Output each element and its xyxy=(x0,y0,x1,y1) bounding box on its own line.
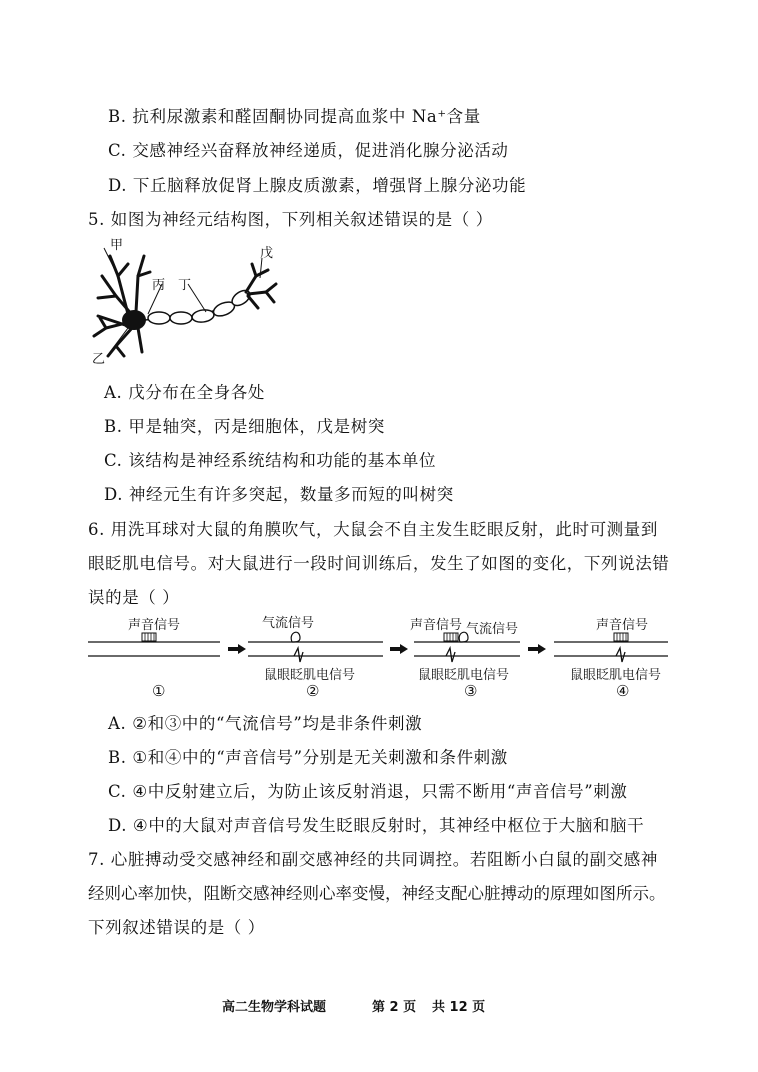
q5-option-c: C. 该结构是神经系统结构和功能的基本单位 xyxy=(104,451,437,470)
footer-subject: 高二生物学科试题 xyxy=(222,1000,327,1015)
q6-stem-line1: 6. 用洗耳球对大鼠的角膜吹气，大鼠会不自主发生眨眼反射，此时可测量到 xyxy=(88,520,658,539)
neuron-figure xyxy=(88,236,288,370)
label-ding: 丁 xyxy=(178,278,192,293)
q7-line2: 经则心率加快，阻断交感神经则心率变慢，神经支配心脏搏动的原理如图所示。 xyxy=(88,884,666,903)
q7-line3: 下列叙述错误的是（ ） xyxy=(88,918,265,937)
label-wu: 戊 xyxy=(260,246,274,261)
p4-sound-label: 声音信号 xyxy=(596,618,649,633)
panel-4-number: ④ xyxy=(616,682,630,700)
q5-stem: 5. 如图为神经元结构图，下列相关叙述错误的是（ ） xyxy=(88,210,493,229)
p2-emg-label: 鼠眼眨肌电信号 xyxy=(264,668,356,683)
label-yi: 乙 xyxy=(92,352,106,367)
neuron-diagram xyxy=(88,236,288,370)
q4-option-c: C. 交感神经兴奋释放神经递质，促进消化腺分泌活动 xyxy=(108,141,509,160)
q7-line1: 7. 心脏搏动受交感神经和副交感神经的共同调控。若阻断小白鼠的副交感神 xyxy=(88,850,658,869)
p3-air-label: 气流信号 xyxy=(466,622,519,637)
conditioning-figure xyxy=(88,612,672,704)
panel-2-number: ② xyxy=(306,682,320,700)
label-bing: 丙 xyxy=(152,278,166,293)
q6-option-d: D. ④中的大鼠对声音信号发生眨眼反射时，其神经中枢位于大脑和脑干 xyxy=(108,816,645,835)
p4-emg-label: 鼠眼眨肌电信号 xyxy=(570,668,662,683)
q6-stem-line2: 眼眨肌电信号。对大鼠进行一段时间训练后，发生了如图的变化，下列说法错 xyxy=(88,554,670,573)
panel-3-number: ③ xyxy=(464,682,478,700)
q6-stem-line3: 误的是（ ） xyxy=(88,588,180,607)
q6-option-b: B. ①和④中的“声音信号”分别是无关刺激和条件刺激 xyxy=(108,748,508,767)
label-jia: 甲 xyxy=(110,238,124,253)
footer-total: 共 12 页 xyxy=(432,1000,486,1015)
q5-option-d: D. 神经元生有许多突起，数量多而短的叫树突 xyxy=(104,485,454,504)
p3-sound-label: 声音信号 xyxy=(410,618,463,633)
footer-page: 第 2 页 xyxy=(372,1000,417,1015)
q5-option-a: A. 戊分布在全身各处 xyxy=(104,383,266,402)
q6-option-a: A. ②和③中的“气流信号”均是非条件刺激 xyxy=(108,714,423,733)
p2-air-label: 气流信号 xyxy=(262,616,315,631)
panel-1-number: ① xyxy=(152,682,166,700)
q6-option-c: C. ④中反射建立后，为防止该反射消退，只需不断用“声音信号”刺激 xyxy=(108,782,628,801)
p3-emg-label: 鼠眼眨肌电信号 xyxy=(418,668,510,683)
p1-sound-label: 声音信号 xyxy=(128,618,181,633)
q4-option-b: B. 抗利尿激素和醛固酮协同提高血浆中 Na⁺含量 xyxy=(108,107,481,126)
q5-option-b: B. 甲是轴突，丙是细胞体，戊是树突 xyxy=(104,417,385,436)
q4-option-d: D. 下丘脑释放促肾上腺皮质激素，增强肾上腺分泌功能 xyxy=(108,176,527,195)
